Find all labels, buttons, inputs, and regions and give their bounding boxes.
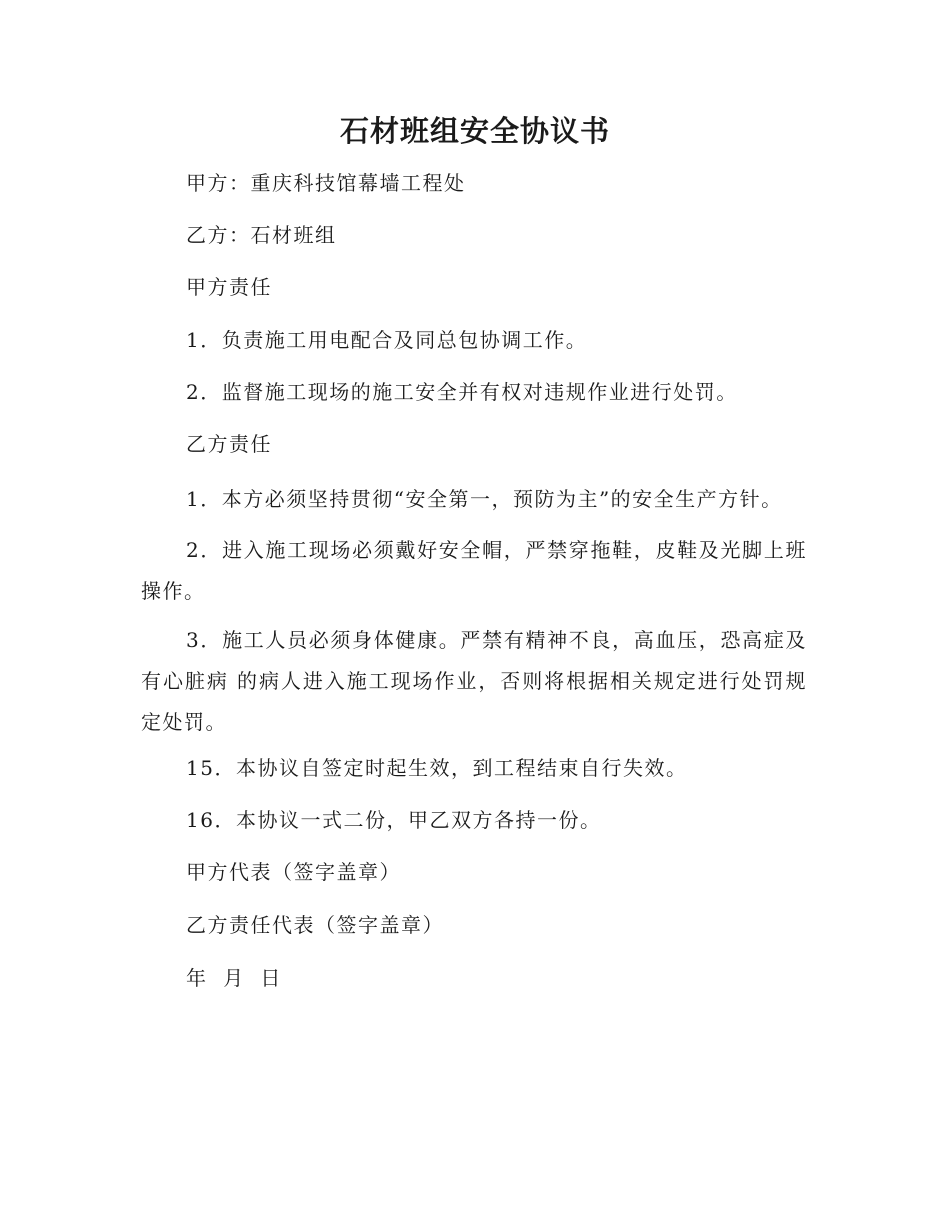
document-title: 石材班组安全协议书 (339, 114, 610, 148)
party-a-item-1: 1．负责施工用电配合及同总包协调工作。 (186, 328, 588, 352)
party-b-item-1: 1．本方必须坚持贯彻“安全第一，预防为主”的安全生产方针。 (186, 487, 783, 511)
clause-15: 15．本协议自签定时起生效，到工程结束自行失效。 (186, 756, 688, 780)
party-a-representative: 甲方代表（签字盖章） (186, 860, 401, 884)
party-b-responsibility-heading: 乙方责任 (186, 432, 272, 456)
party-b-line: 乙方：石材班组 (186, 223, 337, 247)
party-a-line: 甲方：重庆科技馆幕墙工程处 (186, 171, 466, 195)
clause-16: 16．本协议一式二份，甲乙双方各持一份。 (186, 808, 602, 832)
party-b-item-3: 3．施工人员必须身体健康。严禁有精神不良，高血压，恐高症及有心脏病 的病人进入施工现场作业，否则将根据相关规定进行处罚规定处罚。 (141, 628, 807, 734)
party-b-representative: 乙方责任代表（签字盖章） (186, 913, 444, 937)
party-a-item-2: 2．监督施工现场的施工安全并有权对违规作业进行处罚。 (186, 380, 738, 404)
party-a-responsibility-heading: 甲方责任 (186, 275, 272, 299)
date-line: 年 月 日 (186, 966, 282, 990)
party-b-item-2: 2．进入施工现场必须戴好安全帽，严禁穿拖鞋，皮鞋及光脚上班操作。 (141, 538, 807, 603)
